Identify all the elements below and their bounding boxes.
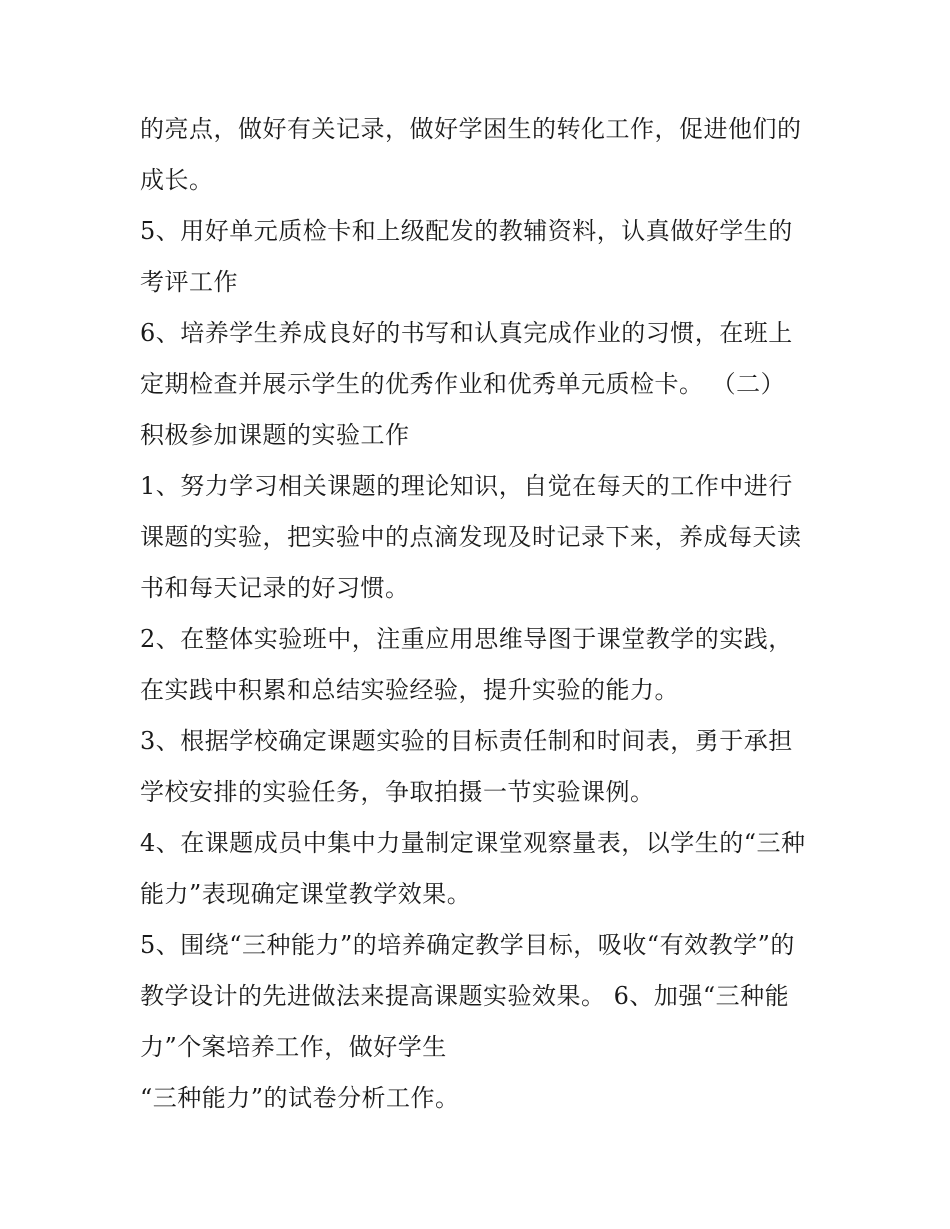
text-line: 5、用好单元质检卡和上级配发的教辅资料，认真做好学生的 — [140, 217, 793, 245]
text-line: 书和每天记录的好习惯。 — [140, 574, 410, 602]
text-line: 定期检查并展示学生的优秀作业和优秀单元质检卡。 （二） — [140, 370, 786, 398]
text-line: 2、在整体实验班中，注重应用思维导图于课堂教学的实践， — [140, 625, 793, 653]
text-line: 成长。 — [140, 166, 214, 194]
text-line: 学校安排的实验任务，争取拍摄一节实验课例。 — [140, 778, 655, 806]
text-line: 5、围绕“三种能力”的培养确定教学目标，吸收“有效教学”的 — [140, 931, 795, 959]
text-line: 4、在课题成员中集中力量制定课堂观察量表，以学生的“三种 — [140, 829, 806, 857]
text-line: 教学设计的先进做法来提高课题实验效果。 6、加强“三种能 — [140, 982, 790, 1010]
text-line: 1、努力学习相关课题的理论知识，自觉在每天的工作中进行 — [140, 472, 793, 500]
text-line: “三种能力”的试卷分析工作。 — [140, 1084, 460, 1112]
text-line: 力”个案培养工作，做好学生 — [140, 1033, 447, 1061]
text-line: 考评工作 — [140, 268, 238, 296]
text-line: 能力”表现确定课堂教学效果。 — [140, 880, 472, 908]
text-line: 6、培养学生养成良好的书写和认真完成作业的习惯，在班上 — [140, 319, 793, 347]
text-line: 3、根据学校确定课题实验的目标责任制和时间表，勇于承担 — [140, 727, 793, 755]
text-line: 在实践中积累和总结实验经验，提升实验的能力。 — [140, 676, 679, 704]
text-line: 课题的实验，把实验中的点滴发现及时记录下来，养成每天读 — [140, 523, 802, 551]
text-line: 的亮点，做好有关记录，做好学困生的转化工作，促进他们的 — [140, 115, 802, 143]
document-body — [140, 104, 820, 1124]
section-heading: 积极参加课题的实验工作 — [140, 421, 410, 449]
